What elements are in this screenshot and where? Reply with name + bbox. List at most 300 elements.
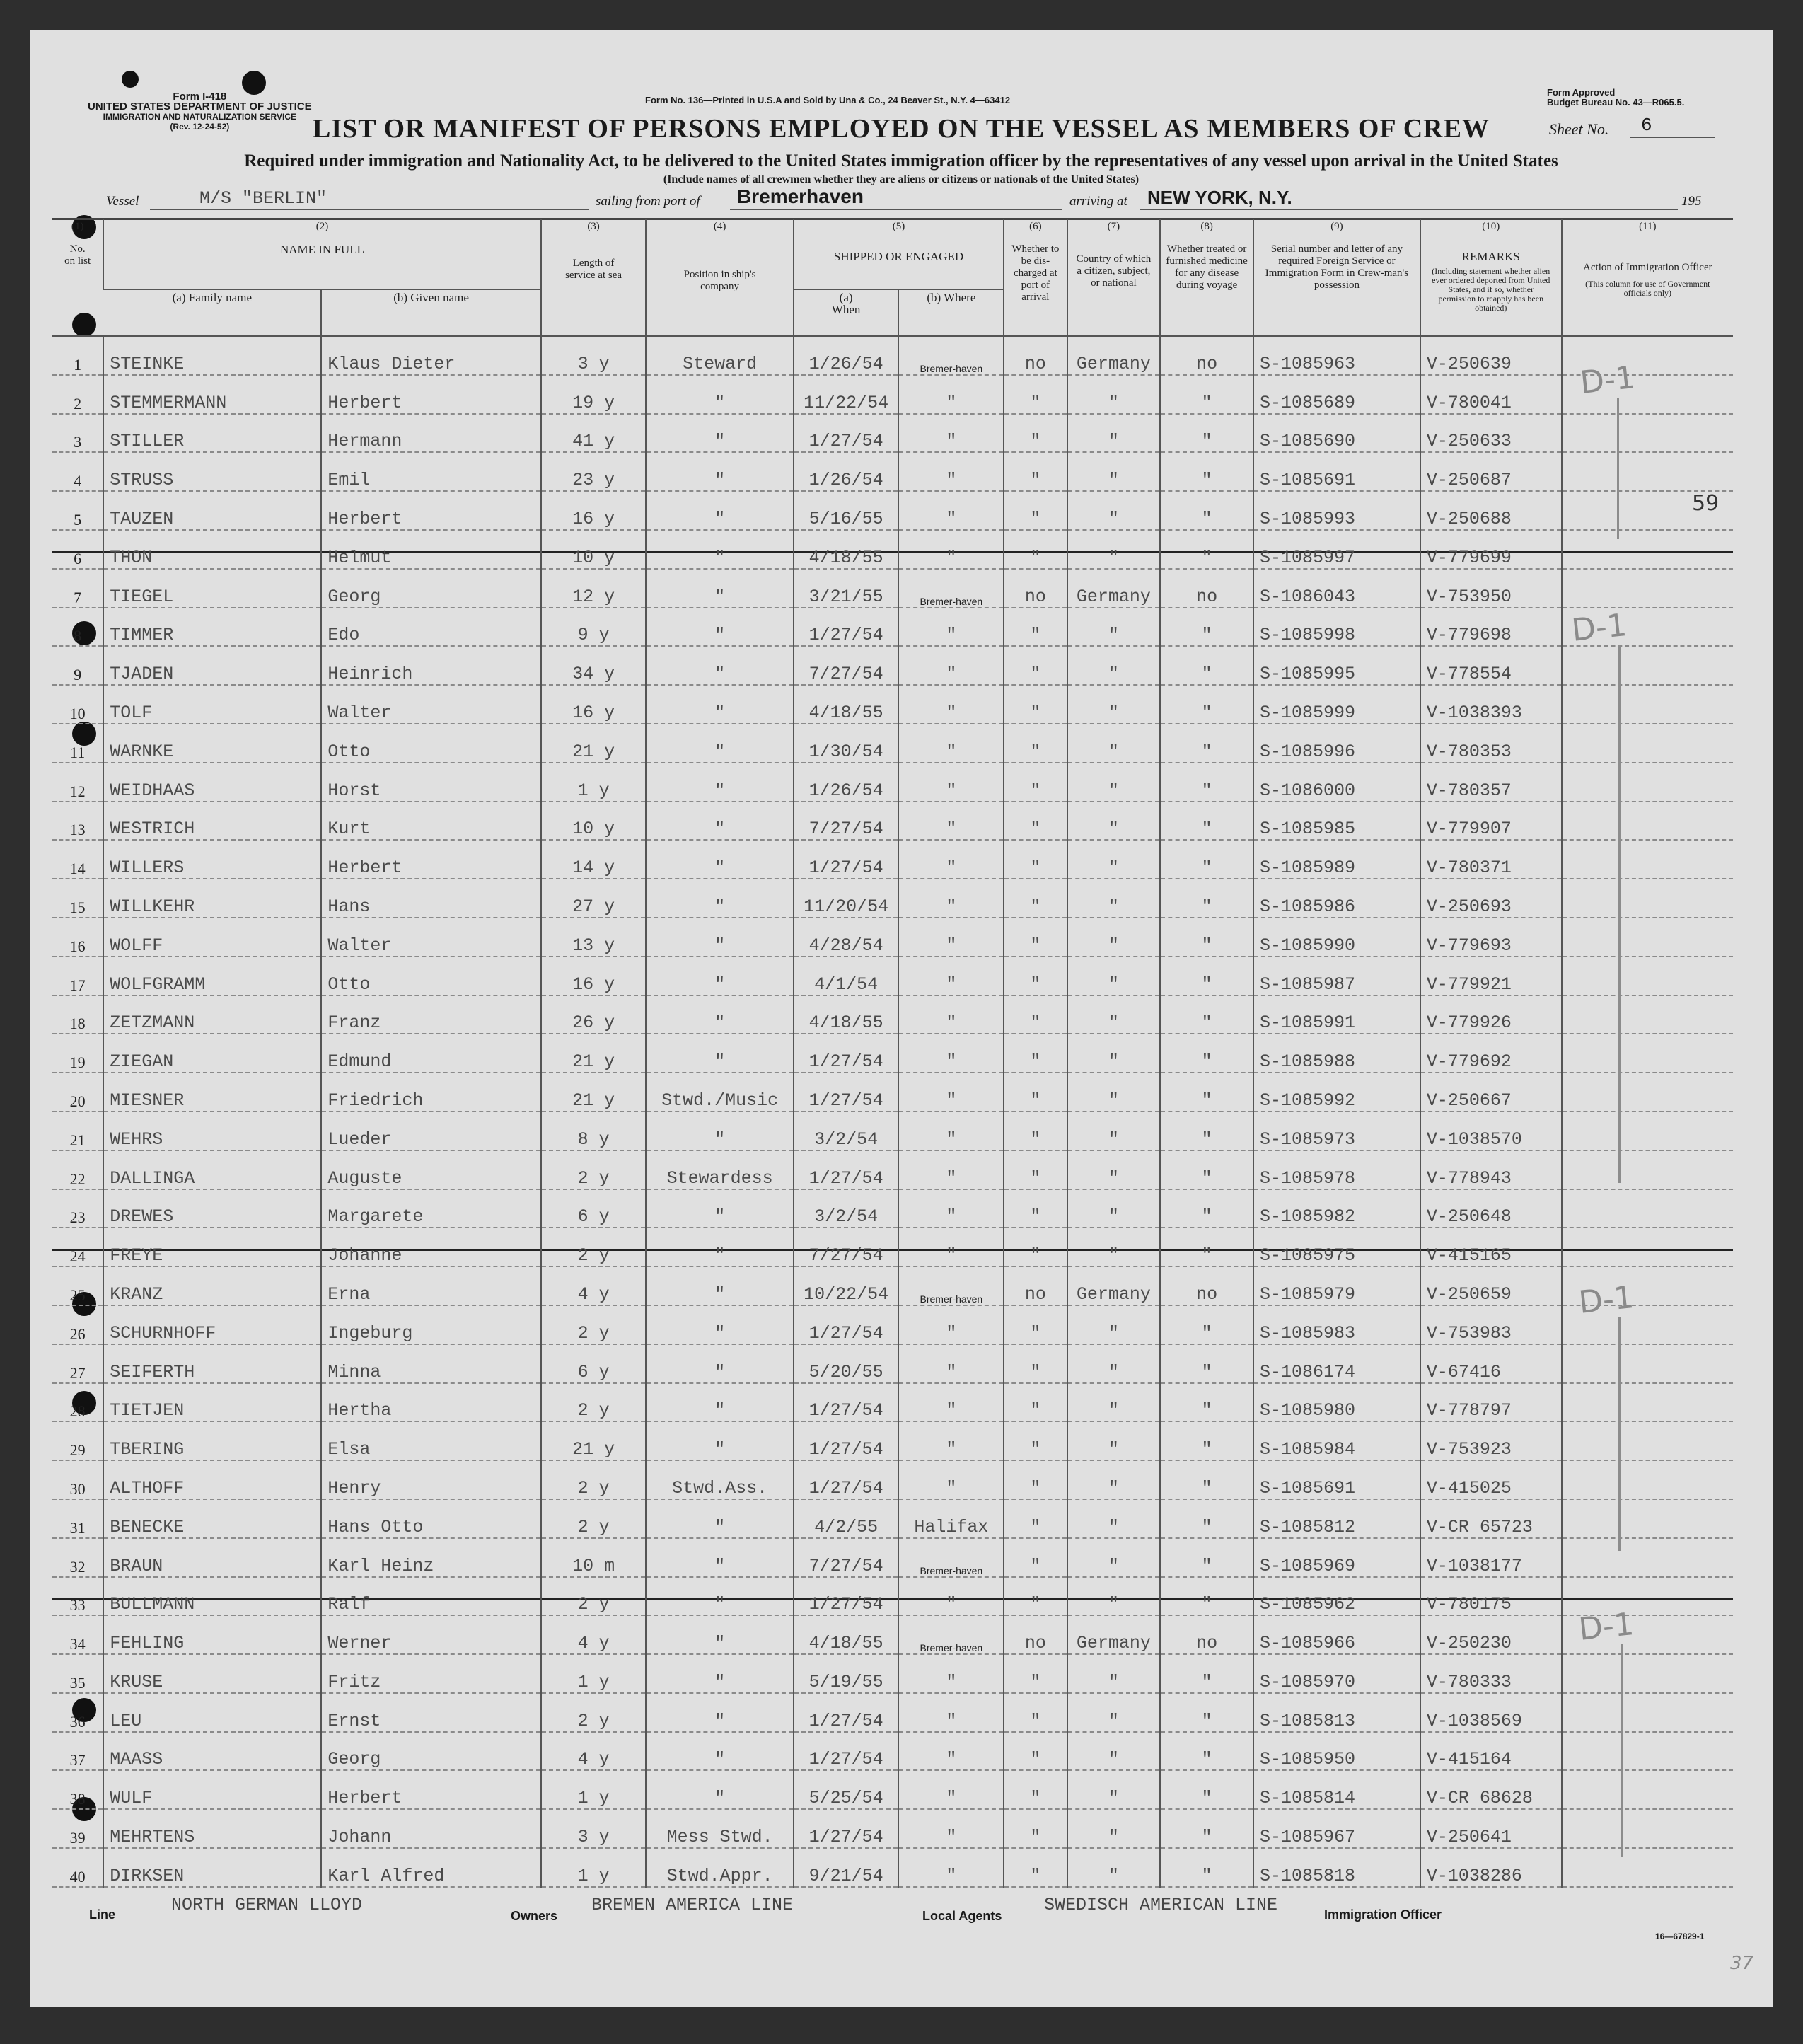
table-row [52, 569, 1733, 608]
treated-cell: " [1160, 995, 1253, 1034]
shipping-line: NORTH GERMAN LLOYD [171, 1895, 363, 1915]
discharged-cell: " [1004, 1732, 1067, 1771]
shipped-when-cell: 5/16/55 [794, 491, 899, 530]
country-cell: Germany [1067, 336, 1161, 375]
local-agents-value: SWEDISCH AMERICAN LINE [1044, 1895, 1278, 1915]
table-row [52, 530, 1733, 569]
discharged-cell: " [1004, 995, 1067, 1034]
length-of-service-cell: 14 y [541, 840, 647, 879]
serial-number-cell: S-1085967 [1253, 1809, 1420, 1848]
discharged-cell: " [1004, 1344, 1067, 1383]
table-row [52, 1150, 1733, 1189]
treated-cell: no [1160, 569, 1253, 608]
serial-number-cell: S-1085979 [1253, 1266, 1420, 1305]
discharged-cell: " [1004, 375, 1067, 414]
action-mark: D-1 [1570, 607, 1629, 649]
remarks-cell: V-250688 [1420, 491, 1562, 530]
action-cell [1562, 1034, 1733, 1073]
crew-table-body [52, 336, 1733, 1887]
treated-cell: " [1160, 1577, 1253, 1616]
length-of-service-cell: 16 y [541, 685, 647, 724]
row-number-cell: 26 [69, 1324, 86, 1343]
col-shipped-header: SHIPPED OR ENGAGED [794, 242, 1004, 289]
treated-cell: " [1160, 1228, 1253, 1266]
country-cell: Germany [1067, 1266, 1161, 1305]
col-serial-index: (9) [1253, 219, 1420, 242]
country-cell: " [1067, 957, 1161, 995]
position-cell: " [646, 1732, 793, 1771]
row-number-cell: 10 [69, 704, 86, 722]
action-cell [1562, 1460, 1733, 1499]
treated-cell: " [1160, 1848, 1253, 1887]
given-name-cell: Herbert [321, 1770, 540, 1809]
position-cell: " [646, 530, 793, 569]
family-name-cell: MAASS [103, 1732, 321, 1771]
remarks-cell: V-779698 [1420, 608, 1562, 647]
shipped-when-cell: 11/20/54 [794, 879, 899, 918]
col-family-header: (a) Family name [103, 289, 321, 336]
action-cell [1562, 452, 1733, 491]
family-name-cell: DALLINGA [103, 1150, 321, 1189]
row-number-cell: 36 [69, 1712, 86, 1731]
remarks-cell: V-780175 [1420, 1577, 1562, 1616]
discharged-cell: " [1004, 646, 1067, 685]
length-of-service-cell: 2 y [541, 1693, 647, 1732]
treated-cell: " [1160, 491, 1253, 530]
table-row [52, 1112, 1733, 1150]
vessel-label: Vessel [106, 194, 139, 209]
country-cell: " [1067, 530, 1161, 569]
treated-cell: " [1160, 608, 1253, 647]
table-row [52, 1615, 1733, 1654]
shipped-where-cell: " [898, 1421, 1004, 1460]
serial-number-cell: S-1085986 [1253, 879, 1420, 918]
row-number-cell: 23 [69, 1208, 86, 1227]
remarks-cell: V-250633 [1420, 414, 1562, 453]
shipped-where-cell: " [898, 1693, 1004, 1732]
discharged-cell: " [1004, 1073, 1067, 1112]
length-of-service-cell: 2 y [541, 1228, 647, 1266]
discharged-cell: " [1004, 608, 1067, 647]
remarks-cell: V-778943 [1420, 1150, 1562, 1189]
country-cell: " [1067, 918, 1161, 957]
serial-number-cell: S-1085992 [1253, 1073, 1420, 1112]
action-mark-line [1617, 398, 1619, 539]
remarks-cell: V-250639 [1420, 336, 1562, 375]
family-name-cell: THON [103, 530, 321, 569]
discharged-cell: " [1004, 1305, 1067, 1344]
row-number-cell: 19 [69, 1053, 86, 1072]
country-cell: Germany [1067, 569, 1161, 608]
length-of-service-cell: 1 y [541, 1770, 647, 1809]
given-name-cell: Friedrich [321, 1073, 540, 1112]
family-name-cell: DREWES [103, 1189, 321, 1228]
table-row [52, 802, 1733, 841]
treated-cell: " [1160, 530, 1253, 569]
row-number-cell: 40 [69, 1867, 86, 1886]
action-cell [1562, 957, 1733, 995]
given-name-cell: Hertha [321, 1383, 540, 1422]
treated-cell: " [1160, 763, 1253, 802]
col-name-header: NAME IN FULL [103, 242, 540, 289]
country-cell: " [1067, 763, 1161, 802]
table-row [52, 375, 1733, 414]
shipped-when-cell: 1/26/54 [794, 336, 899, 375]
row-number-cell: 32 [69, 1557, 86, 1576]
discharged-cell: no [1004, 1266, 1067, 1305]
shipped-when-cell: 10/22/54 [794, 1266, 899, 1305]
form-code: 16—67829-1 [1655, 1932, 1705, 1941]
country-cell: " [1067, 1305, 1161, 1344]
remarks-cell: V-250230 [1420, 1615, 1562, 1654]
given-name-cell: Henry [321, 1460, 540, 1499]
owners-label: Owners [511, 1909, 558, 1923]
serial-number-cell: S-1085991 [1253, 995, 1420, 1034]
col-when-header: (a) When [794, 289, 899, 336]
remarks-cell: V-1038286 [1420, 1848, 1562, 1887]
shipped-where-cell: " [898, 1073, 1004, 1112]
col-where-header: (b) Where [898, 289, 1004, 336]
length-of-service-cell: 4 y [541, 1266, 647, 1305]
action-cell [1562, 1383, 1733, 1422]
remarks-cell: V-780357 [1420, 763, 1562, 802]
table-row [52, 879, 1733, 918]
position-cell: " [646, 414, 793, 453]
shipped-when-cell: 1/27/54 [794, 608, 899, 647]
table-row [52, 1577, 1733, 1616]
serial-number-cell: S-1085997 [1253, 530, 1420, 569]
serial-number-cell: S-1085814 [1253, 1770, 1420, 1809]
serial-number-cell: S-1085950 [1253, 1732, 1420, 1771]
given-name-cell: Emil [321, 452, 540, 491]
discharged-cell: " [1004, 1460, 1067, 1499]
shipped-where-cell: " [898, 1305, 1004, 1344]
action-cell [1562, 1809, 1733, 1848]
discharged-cell: " [1004, 1034, 1067, 1073]
serial-number-cell: S-1086174 [1253, 1344, 1420, 1383]
shipped-when-cell: 3/21/55 [794, 569, 899, 608]
discharged-cell: no [1004, 569, 1067, 608]
action-cell [1562, 1732, 1733, 1771]
country-cell: " [1067, 1499, 1161, 1538]
shipped-when-cell: 1/27/54 [794, 840, 899, 879]
table-row [52, 918, 1733, 957]
serial-number-cell: S-1085990 [1253, 918, 1420, 957]
treated-cell: " [1160, 1383, 1253, 1422]
given-name-cell: Hans [321, 879, 540, 918]
treated-cell: " [1160, 1112, 1253, 1150]
serial-number-cell: S-1085988 [1253, 1034, 1420, 1073]
table-row [52, 1383, 1733, 1422]
country-cell: " [1067, 840, 1161, 879]
col-serial-header: Serial number and letter of any required Foreign Service or Immigration Form in Crew-man's possession [1253, 242, 1420, 336]
action-cell [1562, 1189, 1733, 1228]
action-cell [1562, 1421, 1733, 1460]
discharged-cell: " [1004, 1809, 1067, 1848]
remarks-cell: V-250641 [1420, 1809, 1562, 1848]
treated-cell: " [1160, 802, 1253, 841]
position-cell: Steward [646, 336, 793, 375]
length-of-service-cell: 10 m [541, 1538, 647, 1577]
col-shipped-index: (5) [794, 219, 1004, 242]
family-name-cell: FEHLING [103, 1615, 321, 1654]
country-cell: " [1067, 1654, 1161, 1693]
action-cell [1562, 685, 1733, 724]
col-name-index: (2) [103, 219, 540, 242]
given-name-cell: Otto [321, 957, 540, 995]
discharged-cell: " [1004, 1421, 1067, 1460]
row-number-cell: 8 [74, 627, 82, 645]
form-identifier: Form I-418 UNITED STATES DEPARTMENT OF JUSTICE IMMIGRATION AND NATURALIZATION SERVICE (Rev. 12-24-52) [88, 91, 312, 132]
action-cell [1562, 879, 1733, 918]
shipped-where-cell: " [898, 608, 1004, 647]
shipped-where-cell: " [898, 1732, 1004, 1771]
discharged-cell: " [1004, 1538, 1067, 1577]
action-cell [1562, 1073, 1733, 1112]
country-cell: " [1067, 1732, 1161, 1771]
treated-cell: " [1160, 1460, 1253, 1499]
treated-cell: " [1160, 1305, 1253, 1344]
shipped-when-cell: 5/25/54 [794, 1770, 899, 1809]
given-name-cell: Karl Heinz [321, 1538, 540, 1577]
table-row [52, 1693, 1733, 1732]
remarks-cell: V-67416 [1420, 1344, 1562, 1383]
serial-number-cell: S-1085691 [1253, 452, 1420, 491]
row-number-cell: 2 [74, 394, 82, 412]
position-cell: " [646, 1770, 793, 1809]
country-cell: " [1067, 1344, 1161, 1383]
table-row [52, 1460, 1733, 1499]
sheet-number: 6 [1641, 115, 1652, 136]
length-of-service-cell: 8 y [541, 1112, 647, 1150]
country-cell: " [1067, 1383, 1161, 1422]
shipped-where-cell: " [898, 414, 1004, 453]
corner-number: 37 [1730, 1953, 1754, 1974]
serial-number-cell: S-1085690 [1253, 414, 1420, 453]
shipped-when-cell: 1/27/54 [794, 1383, 899, 1422]
shipped-when-cell: 4/2/55 [794, 1499, 899, 1538]
action-mark: D-1 [1577, 1606, 1636, 1648]
local-agents-label: Local Agents [922, 1909, 1002, 1923]
serial-number-cell: S-1085963 [1253, 336, 1420, 375]
position-cell: " [646, 840, 793, 879]
owners-value: BREMEN AMERICA LINE [591, 1895, 794, 1915]
remarks-cell: V-250687 [1420, 452, 1562, 491]
shipped-when-cell: 4/28/54 [794, 918, 899, 957]
row-number-cell: 39 [69, 1829, 86, 1847]
table-row [52, 1344, 1733, 1383]
row-number-cell: 31 [69, 1518, 86, 1537]
discharged-cell: " [1004, 840, 1067, 879]
row-number-cell: 15 [69, 898, 86, 916]
remarks-cell: V-415165 [1420, 1228, 1562, 1266]
remarks-cell: V-CR 65723 [1420, 1499, 1562, 1538]
given-name-cell: Werner [321, 1615, 540, 1654]
discharged-cell: " [1004, 1577, 1067, 1616]
treated-cell: " [1160, 1189, 1253, 1228]
shipped-where-cell: " [898, 530, 1004, 569]
shipped-when-cell: 5/19/55 [794, 1654, 899, 1693]
shipped-when-cell: 4/1/54 [794, 957, 899, 995]
shipped-where-cell: " [898, 995, 1004, 1034]
remarks-cell: V-779926 [1420, 995, 1562, 1034]
position-cell: " [646, 1189, 793, 1228]
given-name-cell: Ralf [321, 1577, 540, 1616]
position-cell: " [646, 802, 793, 841]
treated-cell: " [1160, 646, 1253, 685]
length-of-service-cell: 16 y [541, 957, 647, 995]
length-of-service-cell: 9 y [541, 608, 647, 647]
discharged-cell: " [1004, 918, 1067, 957]
position-cell: " [646, 1499, 793, 1538]
row-number-cell: 9 [74, 666, 82, 684]
row-number-cell: 30 [69, 1479, 86, 1498]
shipped-where-cell: " [898, 840, 1004, 879]
length-of-service-cell: 41 y [541, 414, 647, 453]
action-mark: D-1 [1578, 359, 1637, 401]
family-name-cell: WARNKE [103, 724, 321, 763]
length-of-service-cell: 3 y [541, 336, 647, 375]
discharged-cell: " [1004, 530, 1067, 569]
row-number-cell: 16 [69, 937, 86, 955]
length-of-service-cell: 34 y [541, 646, 647, 685]
discharged-cell: " [1004, 1383, 1067, 1422]
shipped-when-cell: 7/27/54 [794, 1538, 899, 1577]
length-of-service-cell: 27 y [541, 879, 647, 918]
family-name-cell: WEIDHAAS [103, 763, 321, 802]
shipped-where-cell: " [898, 763, 1004, 802]
family-name-cell: WILLERS [103, 840, 321, 879]
printer-line: Form No. 136—Printed in U.S.A and Sold by Una & Co., 24 Beaver St., N.Y. 4—63412 [645, 95, 1011, 105]
shipped-when-cell: 1/27/54 [794, 1073, 899, 1112]
shipped-where-cell: " [898, 1383, 1004, 1422]
table-row [52, 1189, 1733, 1228]
length-of-service-cell: 3 y [541, 1809, 647, 1848]
country-cell: " [1067, 646, 1161, 685]
row-number-cell: 20 [69, 1092, 86, 1110]
treated-cell: " [1160, 1150, 1253, 1189]
col-discharged-index: (6) [1004, 219, 1067, 242]
discharged-cell: " [1004, 685, 1067, 724]
treated-cell: " [1160, 879, 1253, 918]
col-action-index: (11) [1562, 219, 1733, 242]
country-cell: " [1067, 724, 1161, 763]
family-name-cell: LEU [103, 1693, 321, 1732]
punch-hole [122, 71, 139, 88]
shipped-where-cell: " [898, 1034, 1004, 1073]
action-mark-line [1618, 645, 1621, 1183]
row-number-cell: 33 [52, 1577, 103, 1616]
serial-number-cell: S-1086000 [1253, 763, 1420, 802]
given-name-cell: Karl Alfred [321, 1848, 540, 1887]
position-cell: " [646, 375, 793, 414]
treated-cell: " [1160, 1732, 1253, 1771]
family-name-cell: BULLMANN [103, 1577, 321, 1616]
position-cell: " [646, 763, 793, 802]
treated-cell: " [1160, 957, 1253, 995]
family-name-cell: STRUSS [103, 452, 321, 491]
shipped-where-cell: " [898, 1809, 1004, 1848]
family-name-cell: WULF [103, 1770, 321, 1809]
length-of-service-cell: 4 y [541, 1732, 647, 1771]
action-cell [1562, 530, 1733, 569]
given-name-cell: Hans Otto [321, 1499, 540, 1538]
family-name-cell: ALTHOFF [103, 1460, 321, 1499]
given-name-cell: Edo [321, 608, 540, 647]
treated-cell: " [1160, 1770, 1253, 1809]
col-remarks-header: REMARKS (Including statement whether alien ever ordered deported from United States, and if so, whether permission to reapply has been obtained) [1420, 242, 1562, 336]
country-cell: " [1067, 1693, 1161, 1732]
given-name-cell: Minna [321, 1344, 540, 1383]
discharged-cell: " [1004, 1499, 1067, 1538]
family-name-cell: SCHURNHOFF [103, 1305, 321, 1344]
family-name-cell: FREYE [103, 1228, 321, 1266]
shipped-where-cell: " [898, 1344, 1004, 1383]
shipped-where-cell: " [898, 1189, 1004, 1228]
row-number-cell: 37 [69, 1751, 86, 1769]
departure-port: Bremerhaven [737, 185, 864, 207]
family-name-cell: WOLFF [103, 918, 321, 957]
table-row [52, 1809, 1733, 1848]
country-cell: " [1067, 1112, 1161, 1150]
given-name-cell: Lueder [321, 1112, 540, 1150]
length-of-service-cell: 21 y [541, 1034, 647, 1073]
discharged-cell: " [1004, 452, 1067, 491]
position-cell: " [646, 1266, 793, 1305]
position-cell: " [646, 1344, 793, 1383]
family-name-cell: WILLKEHR [103, 879, 321, 918]
length-of-service-cell: 26 y [541, 995, 647, 1034]
position-cell: " [646, 918, 793, 957]
position-cell: " [646, 1577, 793, 1616]
serial-number-cell: S-1085998 [1253, 608, 1420, 647]
discharged-cell: no [1004, 1615, 1067, 1654]
remarks-cell: V-1038393 [1420, 685, 1562, 724]
table-row [52, 995, 1733, 1034]
arriving-label: arriving at [1069, 194, 1127, 209]
serial-number-cell: S-1085689 [1253, 375, 1420, 414]
discharged-cell: " [1004, 802, 1067, 841]
country-cell: " [1067, 685, 1161, 724]
position-cell: " [646, 879, 793, 918]
table-row [52, 1421, 1733, 1460]
given-name-cell: Heinrich [321, 646, 540, 685]
row-number-cell: 3 [74, 433, 82, 451]
sailing-label: sailing from port of [596, 194, 700, 209]
remarks-cell: V-753923 [1420, 1421, 1562, 1460]
given-name-cell: Johann [321, 1809, 540, 1848]
shipped-where-cell: " [898, 724, 1004, 763]
serial-number-cell: S-1085973 [1253, 1112, 1420, 1150]
shipped-where-cell: Bremer-haven [898, 1538, 1004, 1577]
length-of-service-cell: 21 y [541, 1073, 647, 1112]
discharged-cell: " [1004, 1693, 1067, 1732]
country-cell: " [1067, 995, 1161, 1034]
table-row [52, 491, 1733, 530]
col-country-index: (7) [1067, 219, 1161, 242]
action-cell [1562, 1344, 1733, 1383]
serial-number-cell: S-1085993 [1253, 491, 1420, 530]
sheet-label: Sheet No. [1549, 120, 1609, 138]
action-mark-line [1621, 1644, 1623, 1857]
family-name-cell: TIMMER [103, 608, 321, 647]
given-name-cell: Walter [321, 685, 540, 724]
discharged-cell: no [1004, 336, 1067, 375]
country-cell: " [1067, 879, 1161, 918]
treated-cell: " [1160, 1421, 1253, 1460]
position-cell: " [646, 957, 793, 995]
shipped-where-cell: " [898, 1112, 1004, 1150]
